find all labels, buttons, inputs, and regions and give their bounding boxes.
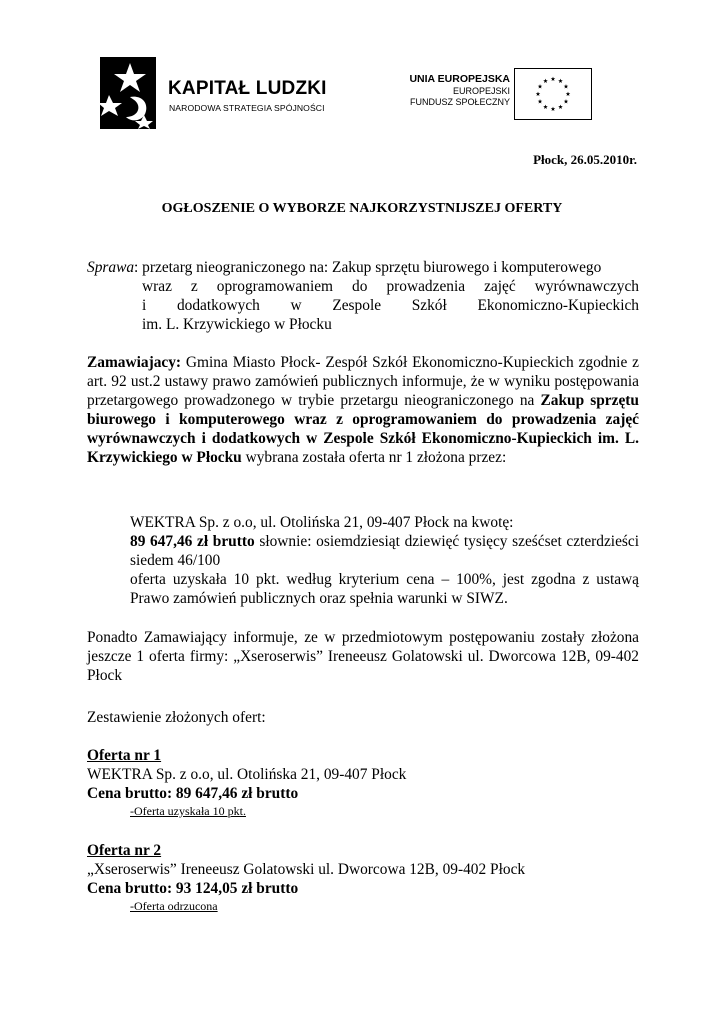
offer-1-price: Cena brutto: 89 647,46 zł brutto <box>87 785 299 802</box>
winner-amount-line <box>130 532 639 570</box>
eu-line-1: UNIA EUROPEJSKA <box>409 73 510 85</box>
eu-flag-icon <box>514 68 592 120</box>
zamawiajacy-text-2: wybrana została oferta nr 1 złożona przez: <box>241 449 507 466</box>
winner-company: WEKTRA Sp. z o.o, ul. Otolińska 21, 09-407 Płock na kwotę: <box>130 514 514 531</box>
offer-1-company: WEKTRA Sp. z o.o, ul. Otolińska 21, 09-407 Płock <box>87 766 407 783</box>
eu-line-3: FUNDUSZ SPOŁECZNY <box>409 97 510 107</box>
sprawa-text: : przetarg nieograniczonego na: Zakup sprzętu biurowego i komputerowego <box>134 259 602 276</box>
offer-1-note: -Oferta uzyskała 10 pkt. <box>130 804 246 818</box>
offer-2-company: „Xseroserwis” Ireneeusz Golatowski ul. Dworcowa 12B, 09-402 Płock <box>87 861 526 878</box>
kapital-ludzki-title: KAPITAŁ LUDZKI <box>168 78 327 99</box>
sprawa-line-1 <box>87 258 639 277</box>
sprawa-continuation <box>142 277 639 334</box>
zamawiajacy-subject: Zakup sprzętu biurowego i komputerowego wraz z oprogramowaniem do prowadzenia zajęć wyrównawczych i dodatkowych w Zespole Szkół Ekonomiczno-Kupieckich im. L. Krzywickiego w Płocku <box>87 392 639 466</box>
eu-line-2: EUROPEJSKI <box>452 86 510 96</box>
summary-title: Zestawienie złożonych ofert: <box>87 709 266 726</box>
zamawiajacy-text-1: Gmina Miasto Płock- Zespół Szkół Ekonomiczno-Kupieckich zgodnie z art. 92 ust.2 ustawy prawo zamówień publicznych informuje, że w wyniku postępowania przetargowego prowadzonego w trybie przetargu nieograniczonego na <box>87 354 639 409</box>
kapital-ludzki-logo <box>100 57 350 129</box>
offer-2-price: Cena brutto: 93 124,05 zł brutto <box>87 880 299 897</box>
sprawa-line-4: im. L. Krzywickiego w Płocku <box>142 316 332 333</box>
sprawa-section <box>87 258 639 334</box>
sprawa-line-3: i dodatkowych w Zespole Szkół Ekonomiczno-Kupieckich <box>142 297 639 314</box>
offer-1-title: Oferta nr 1 <box>87 747 162 764</box>
offer-2-title: Oferta nr 2 <box>87 842 162 859</box>
additional-paragraph: Ponadto Zamawiający informuje, ze w przedmiotowym postępowaniu zostały złożona jeszcze 1 oferta firmy: „Xseroserwis” Ireneeusz Golatowski ul. Dworcowa 12B, 09-402 Płock <box>87 629 639 684</box>
zamawiajacy-label: Zamawiajacy: <box>87 354 182 371</box>
kapital-ludzki-emblem-icon <box>100 57 156 129</box>
winner-amount-words: słownie: osiemdziesiąt dziewięć tysięcy sześćset czterdzieści siedem 46/100 <box>130 533 640 569</box>
eu-logo-text <box>409 73 510 108</box>
zamawiajacy-paragraph <box>87 353 639 467</box>
document-date: Płock, 26.05.2010r. <box>533 152 637 167</box>
eu-logo <box>398 68 592 122</box>
winner-evaluation: oferta uzyskała 10 pkt. według kryterium cena – 100%, jest zgodna z ustawą Prawo zamówień publicznych oraz spełnia warunki w SIWZ. <box>130 571 639 607</box>
kapital-ludzki-subtitle: NARODOWA STRATEGIA SPÓJNOŚCI <box>169 103 325 113</box>
sprawa-line-2: wraz z oprogramowaniem do prowadzenia zajęć wyrównawczych <box>142 278 639 295</box>
offer-1 <box>87 746 647 820</box>
offer-2 <box>87 841 667 915</box>
document-title: OGŁOSZENIE O WYBORZE NAJKORZYSTNIJSZEJ OFERTY <box>161 201 563 216</box>
sprawa-label: Sprawa <box>87 259 135 276</box>
offer-2-note: -Oferta odrzucona <box>130 899 218 913</box>
winner-amount: 89 647,46 zł brutto <box>130 533 255 550</box>
winner-section <box>130 513 639 608</box>
